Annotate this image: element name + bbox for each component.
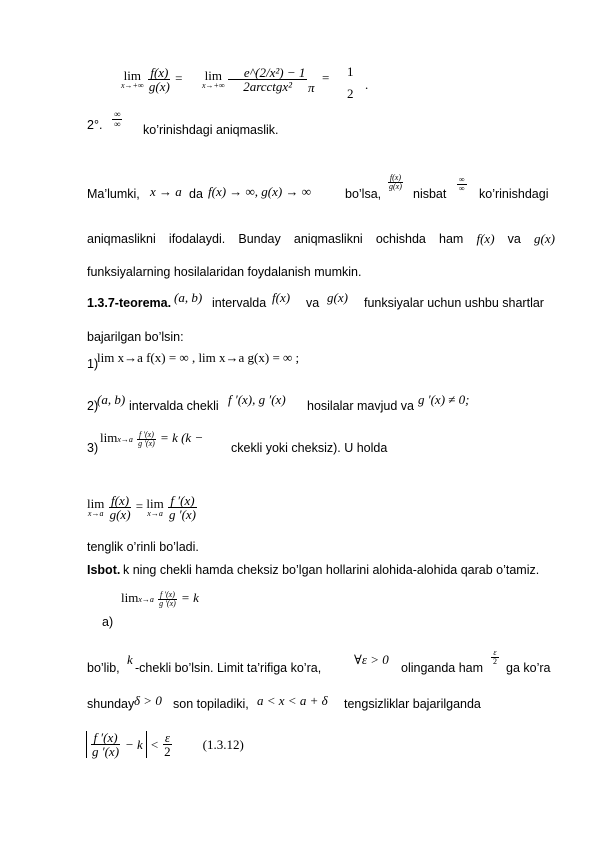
para1-l1-c: bo’lsa, [345, 187, 382, 201]
bottom-lt: < [150, 736, 159, 752]
para1-l1-inf [457, 176, 467, 193]
para2-l1-m: ∀ε > 0 [354, 652, 389, 667]
top-lim-sub: x→+∞ [121, 81, 144, 90]
top-mid-num: e^(2/x²) − 1 [228, 66, 307, 80]
para2-l1-c: olinganda ham [401, 661, 484, 675]
para1-l1-m1: x → a [150, 184, 182, 199]
cond2-text2: hosilalar mavjud va [307, 399, 414, 413]
para1-l2-f: f(x) [476, 231, 495, 246]
cond1-math: lim x→a f(x) = ∞ , lim x→a g(x) = ∞ ; [97, 350, 300, 365]
cond2-text1: intervalda chekli [129, 399, 219, 413]
para1-l2-word: ochishda [375, 232, 426, 246]
top-lim-2: lim [204, 68, 222, 83]
mid-num2: f ′(x) [170, 493, 195, 508]
item2-label: 2°. [87, 118, 103, 132]
top-dot: . [365, 77, 369, 92]
para1-l1-e: ko’rinishdagi [479, 187, 549, 201]
theorem-g: g(x) [327, 290, 348, 305]
case-a-math [121, 590, 199, 608]
para2-l2-a: shunday [87, 697, 135, 711]
theorem-title: 1.3.7-teorema. [87, 296, 172, 310]
proof-label: Isbot. [87, 563, 121, 577]
bottom-formula [86, 731, 244, 758]
cond2-cond: g ′(x) ≠ 0; [418, 392, 470, 407]
item2-fraction [112, 110, 122, 129]
conclusion: tenglik o’rinli bo’ladi. [87, 540, 199, 554]
para1-l1-frac [387, 174, 404, 191]
para2-l1-frac [491, 649, 499, 666]
para2-l1-frac-num: ε [493, 648, 497, 657]
case-a-eq: = k [181, 590, 199, 605]
case-a-sub: x→a [138, 595, 154, 604]
top-lim: lim [123, 68, 141, 83]
item2-frac-num: ∞ [114, 109, 121, 119]
para2-l1-b: -chekli bo’lsin. Limit ta’rifiga ko’ra, [135, 661, 322, 675]
para1-l1-d: nisbat [413, 187, 447, 201]
top-lhs-num: f(x) [150, 65, 169, 80]
cond3-label: 3) [87, 441, 99, 455]
cond3-num: f ′(x) [139, 429, 154, 439]
para1-l1-inf-den: ∞ [459, 184, 465, 193]
top-two: 2 [347, 86, 354, 101]
para2-l1-k: k [127, 652, 133, 667]
cond2-math: f ′(x), g ′(x) [228, 392, 286, 407]
para1-l2-va: va [507, 232, 521, 246]
para2-l2-c: tengsizliklar bajarilganda [344, 697, 481, 711]
para2-l1-d: ga ko’ra [506, 661, 551, 675]
top-eq: = [175, 70, 183, 86]
cond2-label: 2) [87, 399, 99, 413]
para1-l1-inf-num: ∞ [459, 175, 465, 184]
mid-sub: x→a [87, 509, 104, 518]
case-a-den: g ′(x) [159, 598, 176, 608]
mid-sub-2: x→a [147, 509, 163, 518]
bottom-minus-k: − k [125, 736, 143, 752]
top-one: 1 [347, 64, 354, 79]
para1-l1-frac-num: f(x) [389, 173, 401, 182]
para2-l2-m1: δ > 0 [134, 693, 162, 708]
para1-l1-frac-den: g(x) [389, 182, 402, 191]
top-pi: π [308, 80, 315, 95]
theorem-t3: bajarilgan bo’lsin: [87, 330, 184, 344]
top-eq2: = [322, 70, 330, 85]
case-a-label: a) [102, 615, 114, 629]
para2-l1-a: bo’lib, [87, 661, 120, 675]
para1-l1-a: Ma’lumki, [87, 187, 140, 201]
para2-l2-b: son topiladiki, [173, 697, 249, 711]
theorem-t1: intervalda [212, 296, 267, 310]
cond1-label: 1) [87, 357, 99, 371]
top-mid-fraction [228, 66, 307, 93]
cond3-den: g ′(x) [138, 438, 155, 448]
para1-l2-word: ifodalaydi. [168, 232, 226, 246]
para2-l1-frac-den: 2 [493, 657, 497, 666]
theorem-f: f(x) [272, 290, 291, 305]
para1-l2-word: aniqmaslikni [87, 232, 156, 246]
item2-text: ko’rinishdagi aniqmaslik. [143, 123, 279, 137]
top-formula-mid [202, 66, 307, 93]
theorem-va: va [306, 296, 320, 310]
para1-l2-g: g(x) [534, 231, 555, 246]
theorem-interval: (a, b) [174, 290, 203, 305]
para1-l2-word: ham [439, 232, 464, 246]
cond3-eq: = k (k − [160, 430, 204, 445]
mid-den1: g(x) [109, 507, 131, 522]
top-lhs-den: g(x) [148, 79, 170, 94]
mid-num1: f(x) [111, 493, 130, 508]
theorem-t2: funksiyalar uchun ushbu shartlar [364, 296, 544, 310]
bottom-eps-den: 2 [164, 744, 171, 759]
item2-frac-den: ∞ [114, 119, 121, 129]
cond3-math [100, 430, 203, 448]
cond2-interval: (a, b) [97, 392, 126, 407]
mid-formula [87, 494, 198, 521]
para1-l2-word: Bunday [238, 232, 281, 246]
mid-lim: lim [87, 496, 105, 511]
mid-eq: = [135, 498, 144, 514]
mid-lim-2: lim [146, 496, 164, 511]
mid-den2: g ′(x) [168, 507, 196, 522]
bottom-eps-num: ε [164, 730, 170, 745]
para1-line2 [87, 231, 555, 247]
top-lhs-fraction [147, 66, 172, 93]
para1-l3: funksiyalarning hosilalaridan foydalanish mumkin. [87, 265, 362, 279]
cond3-sub: x→a [117, 435, 133, 444]
para1-l1-m2: f(x) → ∞, g(x) → ∞ [208, 184, 312, 199]
para2-l2-m2: a < x < a + δ [257, 693, 328, 708]
proof-text: k ning chekli hamda cheksiz bo’lgan hollarini alohida-alohida qarab o’tamiz. [123, 563, 540, 577]
bottom-den: g ′(x) [92, 744, 120, 759]
para1-l1-b: da [189, 187, 203, 201]
top-lim-sub-2: x→+∞ [202, 81, 225, 90]
top-mid-den: 2arcctgx² [243, 79, 293, 94]
top-formula-lim-block [121, 66, 182, 93]
cond3-text: ckekli yoki cheksiz). U holda [231, 441, 388, 455]
case-a-num: f ′(x) [160, 589, 175, 599]
para1-l2-word: aniqmaslikni [293, 232, 363, 246]
cond3-lim: lim [100, 430, 118, 445]
bottom-eqno: (1.3.12) [202, 736, 244, 752]
case-a-lim: lim [121, 590, 139, 605]
bottom-num: f ′(x) [93, 730, 118, 745]
